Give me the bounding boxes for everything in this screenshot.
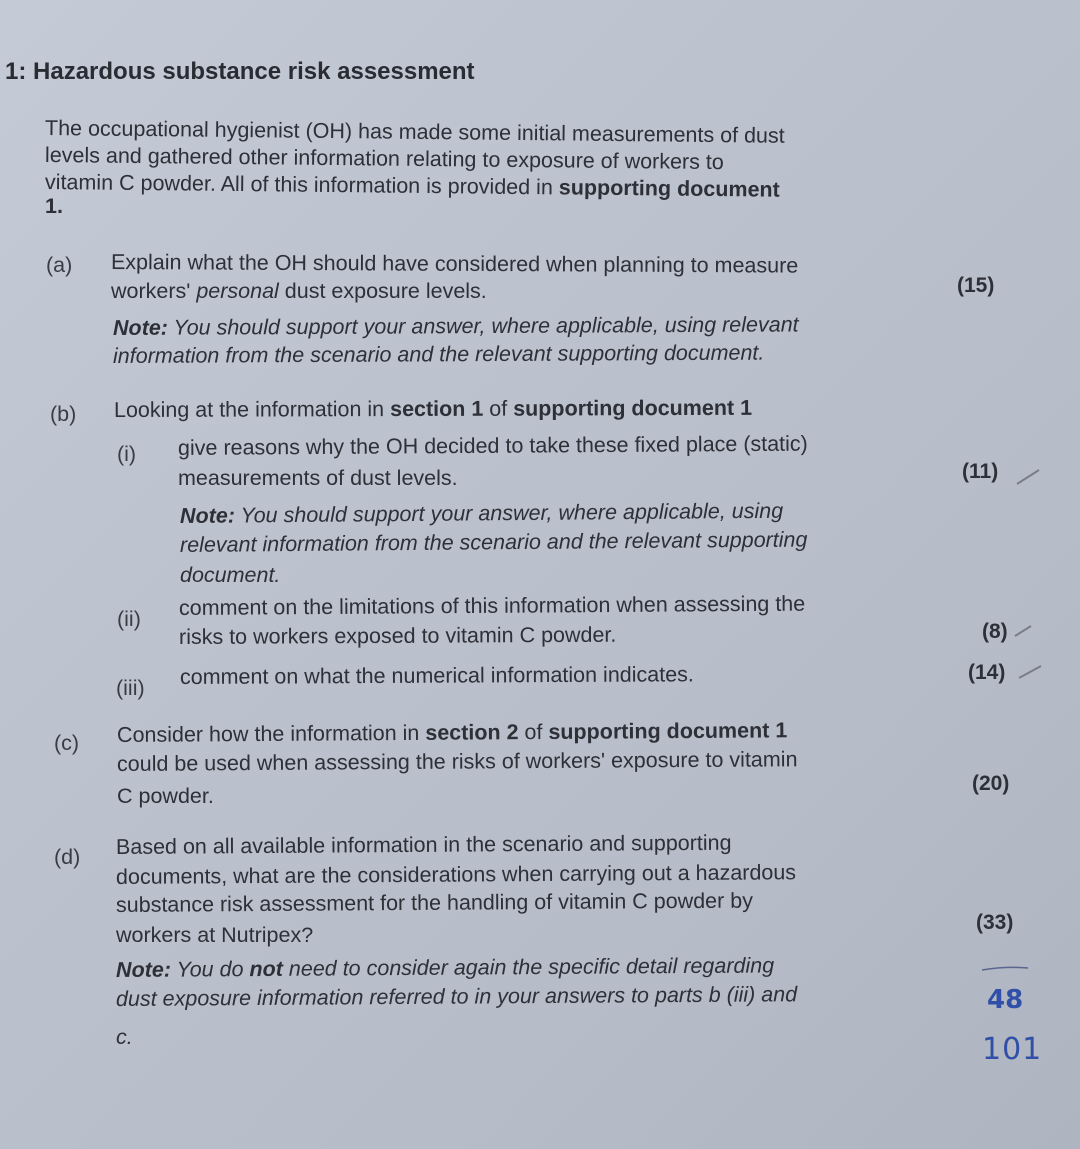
part-d-note-line-2: dust exposure information referred to in your answers to parts b (iii) and (115, 982, 798, 1011)
tick-mark-b-i (1015, 468, 1041, 486)
handwritten-total-line (980, 962, 1030, 972)
part-d-note-not: not (249, 956, 283, 982)
supporting-document-1-ref-c: supporting document 1 (548, 718, 788, 744)
intro-line-1: The occupational hygienist (OH) has made some initial measurements of dust (44, 116, 785, 148)
part-b-i-line-2: measurements of dust levels. (178, 466, 458, 490)
part-b-iii-line-1: comment on what the numerical information indicates. (179, 662, 694, 689)
part-b-line-pre: Looking at the information in (113, 397, 391, 422)
note-label: Note: (112, 315, 168, 340)
part-b-i-line-1: give reasons why the OH decided to take these fixed place (static) (177, 431, 808, 460)
part-b-line-mid: of (483, 396, 514, 421)
part-b-i-note-text-1: You should support your answer, where applicable, using (234, 498, 784, 528)
part-a-line-1: Explain what the OH should have considered when planning to measure (110, 250, 799, 278)
part-c-line-3: C powder. (117, 784, 214, 808)
section-1-ref: section 1 (390, 396, 484, 422)
handwritten-subtotal: 48 (987, 985, 1024, 1015)
part-b-iii-marks: (14) (968, 661, 1006, 684)
part-b-iii-label: (iii) (116, 676, 145, 700)
note-label: Note: (179, 503, 236, 528)
part-b-label: (b) (50, 402, 77, 426)
part-b-i-marks: (11) (962, 460, 999, 483)
tick-mark-b-iii (1017, 664, 1043, 680)
part-d-note-line-1 (116, 955, 774, 981)
part-c-line-1 (117, 720, 787, 746)
intro-line-4: 1. (45, 194, 63, 218)
section-2-ref: section 2 (425, 720, 519, 745)
intro-line-3-text: vitamin C powder. All of this information is provided in (44, 170, 559, 200)
part-a-note-text-1: You should support your answer, where applicable, using relevant (167, 312, 799, 340)
part-a-label: (a) (46, 253, 73, 277)
part-b-i-note-line-2: relevant information from the scenario and the relevant supporting (179, 527, 808, 557)
part-d-line-3: substance risk assessment for the handling of vitamin C powder by (115, 888, 754, 917)
part-a-line-2-post: dust exposure levels. (278, 279, 487, 303)
intro-line-3 (45, 172, 780, 201)
part-d-line-2: documents, what are the considerations when carrying out a hazardous (115, 860, 797, 889)
part-d-note-line-3: c. (116, 1025, 133, 1049)
part-b-i-note-line-3: document. (180, 563, 281, 587)
part-b-ii-line-1: comment on the limitations of this information when assessing the (178, 591, 806, 620)
part-a-note-line-1 (113, 314, 799, 339)
page-title: 1: Hazardous substance risk assessment (5, 58, 475, 85)
part-d-marks: (33) (976, 911, 1014, 934)
part-b-ii-label: (ii) (117, 607, 141, 631)
part-d-line-4: workers at Nutripex? (116, 923, 314, 947)
note-label: Note: (115, 957, 172, 982)
part-a-marks: (15) (957, 274, 995, 297)
tick-mark-b-ii (1013, 624, 1033, 638)
part-c-line-1-mid: of (518, 719, 549, 745)
part-c-label: (c) (54, 731, 80, 755)
part-c-line-2: could be used when assessing the risks of workers' exposure to vitamin (116, 747, 798, 776)
part-d-label: (d) (54, 845, 81, 869)
part-c-line-1-pre: Consider how the information in (116, 720, 426, 747)
part-a-line-2-italic: personal (196, 279, 279, 303)
part-d-note-pre: You do (170, 957, 250, 982)
part-b-i-note-line-1 (179, 498, 784, 528)
part-a-line-2 (111, 281, 487, 303)
part-c-marks: (20) (972, 772, 1010, 795)
part-b-ii-marks: (8) (982, 620, 1008, 643)
part-b-i-label: (i) (117, 442, 137, 466)
part-b-line (113, 395, 753, 422)
intro-line-2: levels and gathered other information relating to exposure of workers to (44, 143, 724, 175)
handwritten-total: 101 (982, 1032, 1043, 1067)
part-d-line-1: Based on all available information in the scenario and supporting (115, 830, 732, 859)
part-b-ii-line-2: risks to workers exposed to vitamin C powder. (178, 622, 617, 649)
part-d-note-post: need to consider again the specific detail regarding (282, 953, 775, 981)
part-a-line-2-pre: workers' (111, 279, 197, 303)
supporting-document-1-ref: supporting document 1 (513, 395, 753, 421)
supporting-document-ref: supporting document (558, 175, 780, 202)
part-a-note-line-2: information from the scenario and the relevant supporting document. (112, 340, 765, 368)
